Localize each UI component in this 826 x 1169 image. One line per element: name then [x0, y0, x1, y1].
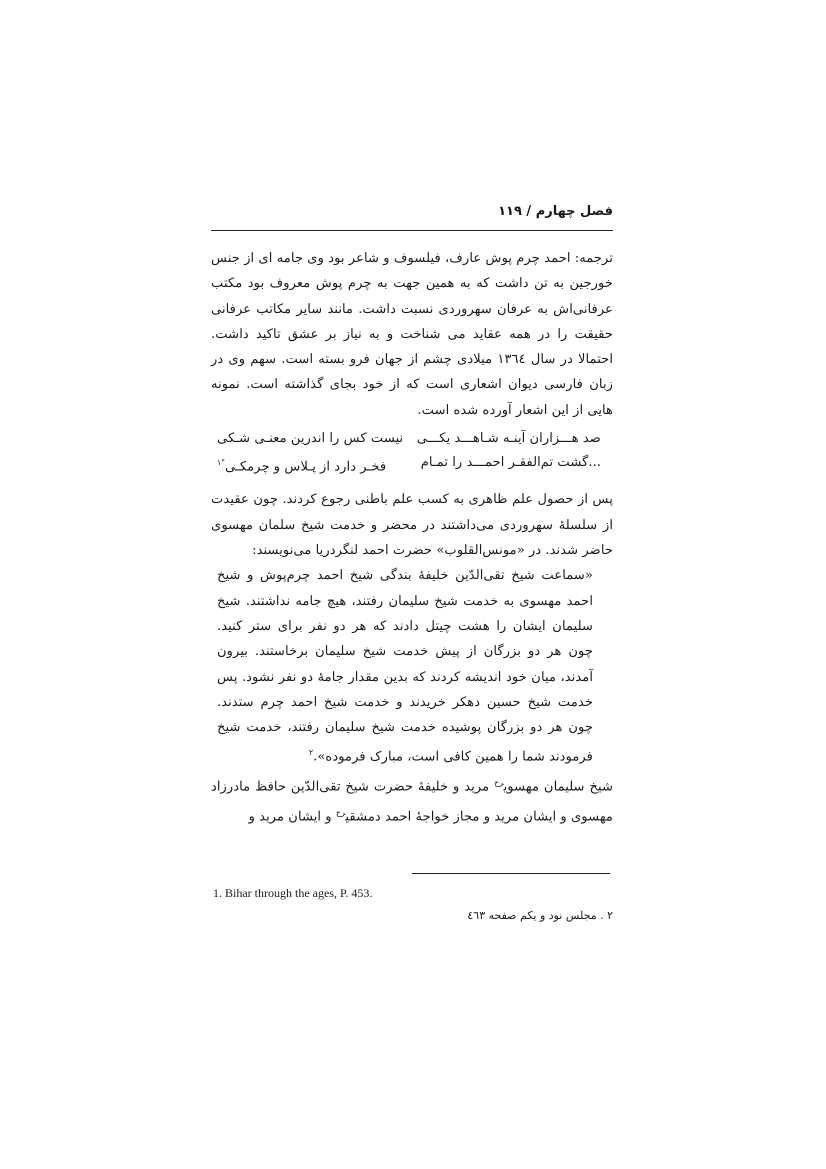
header-rule	[211, 230, 613, 231]
poem-hemistich: نیست کس را اندرین معنـی شـکی	[217, 431, 404, 447]
footnote-marker: "١	[217, 458, 225, 468]
lineage-text: مرید و خلیفۀ حضرت شیخ تقی‌الدّین حافظ مادرزاد مهسوی و ایشان مرید و مجاز خواجۀ احمد دمشقی	[211, 779, 613, 825]
footnote-2: ٢ . مجلس نود و یکم صفحه ٤٦٣	[467, 909, 613, 922]
quote-text: «سماعت شیخ تقی‌الدّین خلیفۀ بندگی شیخ احمد چرم‌پوش و شیخ احمد مهسوی به خدمت شیخ سلیمان رفتند، هیچ جامه نداشتند. شیخ سلیمان ایشان را هشت چیتل دادند که هر دو نفر برای ستر کنید. چون هر دو بزرگان از پیش خدمت شیخ سلیمان برخاستند. بیرون آمدند، میان خود اندیشه کردند که بدین مقدار جامۀ دو نفر نشود. پس خدمت شیخ حسین دهکر خریدند و خدمت شیخ احمد چرم ستدند. چون هر دو بزرگان پوشیده خدمت شیخ سلیمان رفتند، خدمت شیخ فرمودند شما را همین کافی است، مبارک فرموده».	[217, 568, 593, 765]
honorific-mark: رح	[335, 807, 346, 817]
poem-hemistich: فخـر دارد از پـلاس و چرمکـی	[224, 459, 387, 475]
poem-line-2	[211, 451, 613, 479]
running-header: فصل چهارم / ۱۱۹	[498, 204, 613, 219]
poem-hemistich: صد هـــزاران آینـه شـاهـــد یکـــی	[416, 431, 601, 447]
lineage-text: شیخ سلیمان مهسوی	[503, 779, 613, 795]
poem-hemistich-end	[217, 451, 386, 479]
body-text	[211, 246, 613, 830]
paragraph-translation: ترجمه: احمد چرم پوش عارف، فیلسوف و شاعر بود وی جامه ای از جنس خورجین به تن داشت که به همین جهت به چرم پوش معروف بود مکتب عرفانی‌اش به عرفان سهروردی نسبت داشت. مانند سایر مکاتب عرفانی حقیقت را در همه عقاید می شناخت و به نیاز بر عشق تاکید داشت. احتمالا در سال ١٣٦٤ میلادی چشم از جهان فرو بسته است. سهم وی در زبان فارسی دیوان اشعاری است که از خود بجای گذاشته است. نمونه هایی از این اشعار آورده شده است.	[211, 251, 613, 418]
footnote-rule	[412, 873, 610, 874]
poem-hemistich: ...گشت تم‌الفقـر احمـــد را تمـام	[420, 455, 601, 471]
footnote-1: 1. Bihar through the ages, P. 453.	[213, 886, 373, 900]
poem-line-1	[211, 427, 613, 451]
paragraph-discipleship: پس از حصول علم ظاهری به کسب علم باطنی رجوع کردند. چون عقیدت از سلسلۀ سهروردی می‌داشتند در محضر و خدمت شیخ سلمان مهسوی حاضر شدند. در «مونس‌القلوب» حضرت احمد لنگردریا می‌نویسند:	[211, 492, 613, 559]
footnote-marker: ٢	[308, 748, 314, 758]
block-quote	[211, 563, 613, 770]
paragraph-lineage	[211, 770, 613, 829]
lineage-text: و ایشان مرید و	[248, 809, 336, 825]
honorific-mark: رح	[494, 778, 504, 788]
